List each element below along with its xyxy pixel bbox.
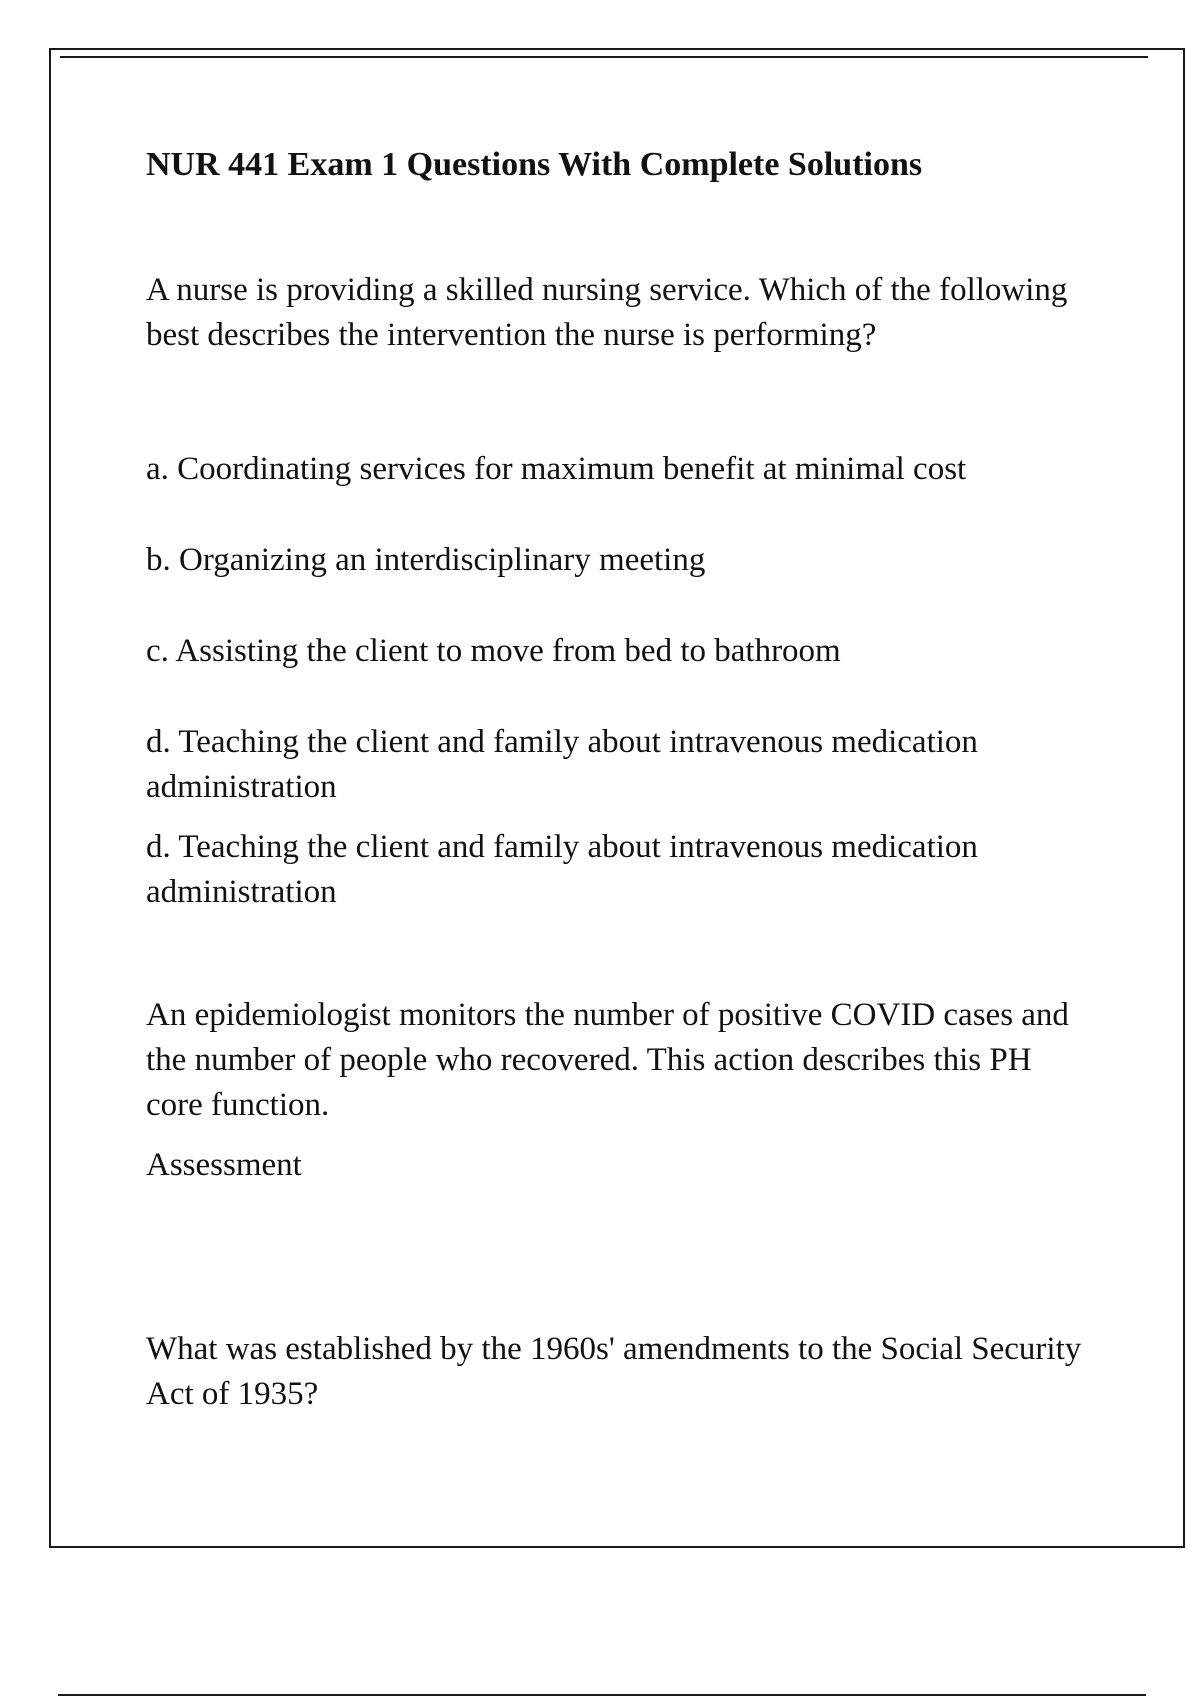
document-title: NUR 441 Exam 1 Questions With Complete Solutions	[146, 146, 923, 183]
question-1-prompt: A nurse is providing a skilled nursing service. Which of the following best describes the intervention the nurse is performing?	[146, 272, 1068, 353]
question-1-option-b: b. Organizing an interdisciplinary meeting	[146, 542, 706, 578]
header-rule	[60, 56, 1148, 58]
question-1-answer: d. Teaching the client and family about intravenous medication administration	[146, 829, 978, 910]
question-2-prompt: An epidemiologist monitors the number of positive COVID cases and the number of people who recovered. This action describes this PH core function.	[146, 997, 1069, 1123]
question-1-option-d: d. Teaching the client and family about intravenous medication administration	[146, 724, 978, 805]
footer-rule	[58, 1694, 1146, 1696]
question-1-option-a: a. Coordinating services for maximum benefit at minimal cost	[146, 451, 967, 487]
question-2-answer: Assessment	[146, 1147, 302, 1183]
question-1-option-c: c. Assisting the client to move from bed to bathroom	[146, 633, 841, 669]
question-3-prompt: What was established by the 1960s' amendments to the Social Security Act of 1935?	[146, 1331, 1082, 1412]
